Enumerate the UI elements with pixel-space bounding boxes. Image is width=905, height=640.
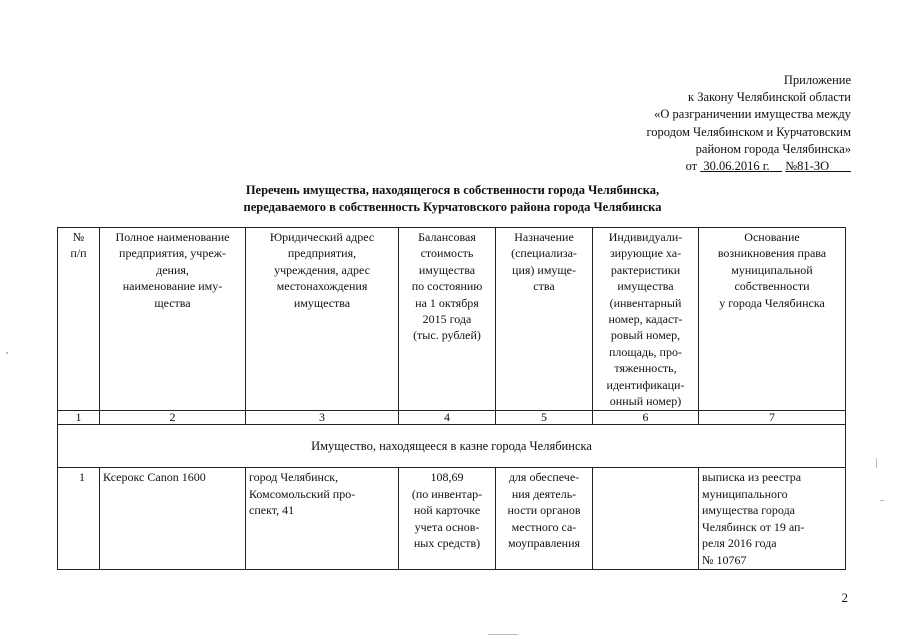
scan-speck [876, 458, 877, 468]
scan-speck [488, 634, 518, 635]
column-number: 4 [399, 411, 496, 425]
header-cell-value: Балансовая стоимость имущества по состоянию на 1 октября 2015 года (тыс. рублей) [399, 228, 496, 411]
row-basis: выписка из реестра муниципального имущества города Челябинск от 19 ап- реля 2016 года № 10767 [699, 468, 846, 569]
law-date: 30.06.2016 г. [703, 159, 770, 174]
row-name: Ксерокс Canon 1600 [100, 468, 246, 569]
appendix-header [646, 72, 851, 175]
page-number: 2 [841, 590, 848, 605]
section-row [58, 425, 846, 468]
row-address: город Челябинск, Комсомольский про- спект, 41 [246, 468, 399, 569]
header-cell-characteristics: Индивидуали- зирующие ха- рактеристики имущества (инвентарный номер, кадаст- ровый номер, площадь, про- тяженность, идентификаци- онный номер) [593, 228, 699, 411]
title-line-2: передаваемого в собственность Курчатовского района города Челябинска [243, 200, 662, 214]
law-number: №81-ЗО [785, 159, 830, 174]
appendix-line: районом города Челябинска» [695, 141, 851, 156]
header-cell-address: Юридический адрес предприятия, учреждения, адрес местонахождения имущества [246, 228, 399, 411]
column-number: 2 [100, 411, 246, 425]
column-number-row [58, 411, 846, 425]
column-number: 6 [593, 411, 699, 425]
column-number: 1 [58, 411, 100, 425]
header-row [58, 228, 846, 411]
row-characteristics [593, 468, 699, 569]
row-num: 1 [58, 468, 100, 569]
header-cell-num: № п/п [58, 228, 100, 411]
column-number: 5 [496, 411, 593, 425]
section-title: Имущество, находящееся в казне города Челябинска [58, 425, 846, 468]
law-date-line [646, 158, 851, 175]
date-prefix: от [685, 159, 698, 174]
appendix-line: «О разграничении имущества между [654, 107, 851, 122]
property-table [57, 227, 846, 570]
title-line-1: Перечень имущества, находящегося в собственности города Челябинска, [245, 183, 660, 197]
header-cell-purpose: Назначение (специализа- ция) имуще- ства [496, 228, 593, 411]
appendix-line: к Закону Челябинской области [688, 90, 851, 105]
row-value: 108,69 (по инвентар- ной карточке учета основ- ных средств) [399, 468, 496, 569]
scan-speck [880, 500, 884, 501]
appendix-line: городом Челябинском и Курчатовским [646, 124, 851, 139]
header-cell-name: Полное наименование предприятия, учреж- дения, наименование иму- щества [100, 228, 246, 411]
row-purpose: для обеспече- ния деятель- ности органов местного са- моуправления [496, 468, 593, 569]
table-row [58, 468, 846, 569]
column-number: 7 [699, 411, 846, 425]
appendix-line: Приложение [783, 73, 851, 87]
document-title [0, 182, 905, 216]
scan-speck [6, 352, 8, 354]
header-cell-basis: Основание возникновения права муниципальной собственности у города Челябинска [699, 228, 846, 411]
column-number: 3 [246, 411, 399, 425]
